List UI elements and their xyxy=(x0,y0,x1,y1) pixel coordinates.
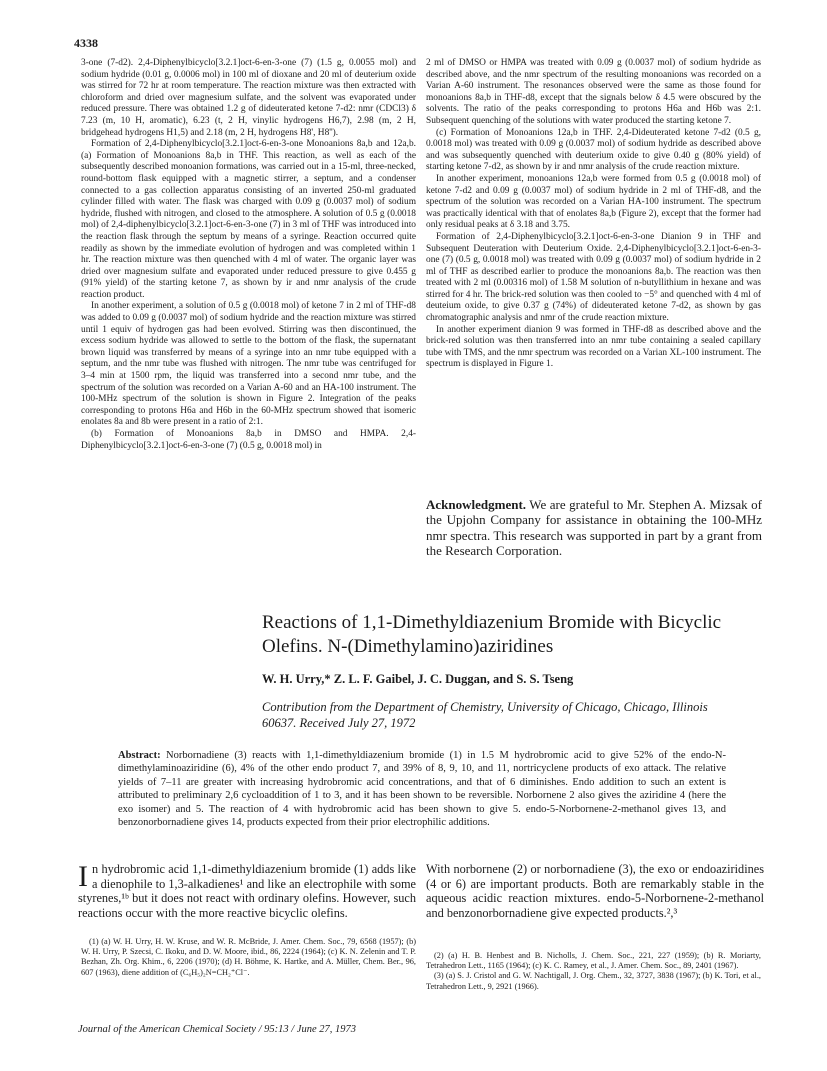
journal-footer: Journal of the American Chemical Society / 95:13 / June 27, 1973 xyxy=(78,1024,356,1035)
paragraph: 3-one (7-d2). 2,4-Diphenylbicyclo[3.2.1]oct-6-en-3-one (7) (1.5 g, 0.0055 mol) and sodium hydride (0.01 g, 0.0006 mol) in 100 ml of dioxane and 20 ml of deuterium oxide was stirred for 72 hr at room temperature. The reaction mixture was then extracted with chloroform and dried over magnesium sulfate, and the solvent was evaporated under reduced pressure. There was obtained 1.2 g of dideuterated ketone 7-d2: nmr (CDCl3) δ 7.23 (m, 10 H, aromatic), 6.23 (t, 2 H, vinylic hydrogens H6,7), 2.98 (m, 2 H, bridgehead hydrogens H1,5) and 2.18 (m, 2 H, hydrogens H8', H8''). xyxy=(81,58,416,138)
body-left-column xyxy=(78,862,416,920)
footnote: (1) (a) W. H. Urry, H. W. Kruse, and W. R. McBride, J. Amer. Chem. Soc., 79, 6568 (1957); (b) W. H. Urry, P. Szecsi, C. Ikoku, and D. W. Moore, ibid., 86, 2224 (1964); (c) K. N. Zelenin and T. P. Bezhan, Zh. Org. Khim., 6, 2206 (1970); (d) H. Böhme, K. Hartke, and A. Müller, Chem. Ber., 96, 607 (1963), diene addition of (C₆H₅)₂N=CH₂⁺Cl⁻. xyxy=(81,937,416,977)
page-number: 4338 xyxy=(74,36,98,50)
footnotes-right xyxy=(426,951,761,992)
abstract xyxy=(118,749,726,829)
author-list: W. H. Urry,* Z. L. F. Gaibel, J. C. Duggan, and S. S. Tseng xyxy=(262,672,574,686)
paragraph: In another experiment dianion 9 was formed in THF-d8 as described above and the brick-red solution was then transferred into an nmr tube containing a sealed capillary tube with TMS, and the nmr spectrum was recorded on a Varian XL-100 instrument. The spectrum is displayed in Figure 1. xyxy=(426,324,761,370)
footnote: (3) (a) S. J. Cristol and G. W. Nachtigall, J. Org. Chem., 32, 3727, 3838 (1967); (b) K. Tori, et al., Tetrahedron Lett., 9, 2921 (1966). xyxy=(426,971,761,991)
paragraph: In another experiment, monoanions 12a,b were formed from 0.5 g (0.0018 mol) of ketone 7-d2 and 0.09 g (0.0037 mol) of sodium hydride in 2 ml of THF-d8, and the spectrum of the solution was recorded on a Varian HA-100 instrument. The spectrum was practically identical with that of enolates 8a,b (Figure 2), except that the former had only residual peaks at δ 3.18 and 3.75. xyxy=(426,173,761,231)
paragraph: (c) Formation of Monoanions 12a,b in THF. 2,4-Dideuterated ketone 7-d2 (0.5 g, 0.0018 mol) was treated with 0.09 g (0.0037 mol) of sodium hydride as described above and was subsequently quenched with deuterium oxide to give 0.40 g (80% yield) of starting ketone 7-d2, as shown by ir and nmr analysis of the crude reaction mixture. xyxy=(426,127,761,173)
paragraph: 2 ml of DMSO or HMPA was treated with 0.09 g (0.0037 mol) of sodium hydride as described above, and the nmr spectrum of the resulting monoanions was recorded on a Varian A-60 instrument. The resonances observed were the same as those found for monoanions 8a,b in THF-d8, except that the signals below δ 4.5 were obscured by the solvents. The ratio of the peaks corresponding to protons H6a and H6b was 2:1. Subsequent quenching of the solutions with water produced the starting ketone 7. xyxy=(426,58,761,126)
acknowledgment-heading: Acknowledgment. xyxy=(426,497,527,512)
right-column xyxy=(426,58,761,371)
paragraph: In another experiment, a solution of 0.5 g (0.0018 mol) of ketone 7 in 2 ml of THF-d8 was added to 0.09 g (0.0037 mol) of sodium hydride and the reaction mixture was stirred until 1 equiv of hydrogen gas had been evolved. Stirring was then discontinued, the excess sodium hydride was allowed to settle to the bottom of the flask, the supernatant brown liquid was transferred by means of a syringe into an nmr tube equipped with a septum, and the nmr tube was flushed with nitrogen. The nmr tube was centrifuged for 3–4 min at 1500 rpm, the liquid was transferred into a second nmr tube, and the spectrum of the solution was recorded on a Varian A-60 and an HA-100 instrument. The 100-MHz spectrum of the solution is shown in Figure 2. Integration of the peaks corresponding to protons H6a and H6b in the 60-MHz spectrum showed that isomeric enolates 8a and 8b were present in a ratio of 2:1. xyxy=(81,301,416,428)
drop-cap: I xyxy=(78,860,88,893)
article-title: Reactions of 1,1-Dimethyldiazenium Bromide with Bicyclic Olefins. N-(Dimethylamino)aziridines xyxy=(262,612,722,657)
paragraph: Formation of 2,4-Diphenylbicyclo[3.2.1]oct-6-en-3-one Monoanions 8a,b and 12a,b. (a) Formation of Monoanions 8a,b in THF. This reaction, as well as each of the subsequently described monoanion formations, was carried out in a 15-ml, three-necked, round-bottom flask equipped with a magnetic stirrer, a septum, and a condenser connected to a gas collection apparatus consisting of an inverted 250-ml graduated cylinder filled with water. The flask was charged with 0.09 g (0.0037 mol) of sodium hydride, flushed with nitrogen, and closed to the atmosphere. A solution of 0.5 g (0.0018 mol) of 2,4-diphenylbicyclo[3.2.1]oct-6-en-3-one (7) in 3 ml of THF was introduced into the reaction flask through the septum by means of a syringe. Reaction occurred quite readily as shown by the immediate evolution of hydrogen and was completed within 1 hr. The reaction mixture was then quenched with 4 ml of water. The organic layer was dried over magnesium sulfate and evaporated under reduced pressure to give 0.455 g (91% yield) of the starting ketone 7, as shown by ir and nmr analysis of the crude reaction product. xyxy=(81,139,416,300)
affiliation: Contribution from the Department of Chemistry, University of Chicago, Chicago, Illinois 60637. Received July 27, 1972 xyxy=(262,700,708,730)
abstract-text: Norbornadiene (3) reacts with 1,1-dimethyldiazenium bromide (1) in 1.5 M hydrobromic acid to give 52% of the endo-N-dimethylaminoaziridine (6), 4% of the other endo product 7, and 39% of 8, 9, 10, and 11, nortricyclene products of exo attack. The relative yields of 7–11 are greater with increasing hydrobromic acid concentrations, and that of 6 diminishes. Endo addition to such an extent is attributed to preliminary 2,6 cycloaddition of 1 to 3, and it has been shown to be reversible. Norbornene 2 also gives the aziridine 4 (here the exo isomer) and 5. The reaction of 4 with hydrobromic acid has been shown to give 5. endo-5-Norbornene-2-methanol gives 13, and benzonorbornadiene gives 14, products expected from their prior electrophilic additions. xyxy=(118,750,726,829)
body-text: n hydrobromic acid 1,1-dimethyldiazenium bromide (1) adds like a dienophile to 1,3-alkadienes¹ and like an electrophile with some styrenes,¹ᵇ but it does not react with ordinary olefins. However, such reactions occur with the more reactive bicyclic olefins. xyxy=(78,862,416,920)
abstract-label: Abstract: xyxy=(118,750,161,761)
body-text: With norbornene (2) or norbornadiene (3), the exo or endoaziridines (4 or 6) are important products. Both are remarkably stable in the aqueous acidic reaction mixtures. endo-5-Norbornene-2-methanol and benzonorbornadiene give expected products.²,³ xyxy=(426,862,764,920)
footnotes-left xyxy=(81,937,416,978)
body-right-column xyxy=(426,862,764,920)
paragraph: (b) Formation of Monoanions 8a,b in DMSO and HMPA. 2,4-Diphenylbicyclo[3.2.1]oct-6-en-3-one (7) (0.5 g, 0.0018 mol) in xyxy=(81,429,416,451)
paragraph: Formation of 2,4-Diphenylbicyclo[3.2.1]oct-6-en-3-one Dianion 9 in THF and Subsequent Deuteration with Deuterium Oxide. 2,4-Diphenylbicyclo[3.2.1]oct-6-en-3-one (7) (0.5 g, 0.0018 mol) was treated with 0.09 g (0.0037 mol) of sodium hydride in 2 ml of THF as described earlier to produce the monoanions 8a,b. The reaction was then treated with 2 ml (0.00316 mol) of 1.58 M solution of n-butyllithium in hexane and was stirred for 4 hr. The brick-red solution was then cooled to −5° and quenched with 4 ml of deuteium oxide, to give 0.37 g (74%) of dideuterated ketone 7-d2, as shown by gas chromatographic analysis and nmr of the crude reaction mixture. xyxy=(426,231,761,324)
acknowledgment xyxy=(426,497,762,558)
acknowledgment-text: We are grateful to Mr. Stephen A. Mizsak of the Upjohn Company for assistance in obtaining the 100-MHz nmr spectra. This research was supported in part by a grant from the Research Corporation. xyxy=(426,497,762,558)
footnote: (2) (a) H. B. Henbest and B. Nicholls, J. Chem. Soc., 221, 227 (1959); (b) R. Moriarty, Tetrahedron Lett., 1165 (1964); (c) K. C. Ramey, et al., J. Amer. Chem. Soc., 89, 2401 (1967). xyxy=(426,951,761,971)
left-column xyxy=(81,58,416,452)
